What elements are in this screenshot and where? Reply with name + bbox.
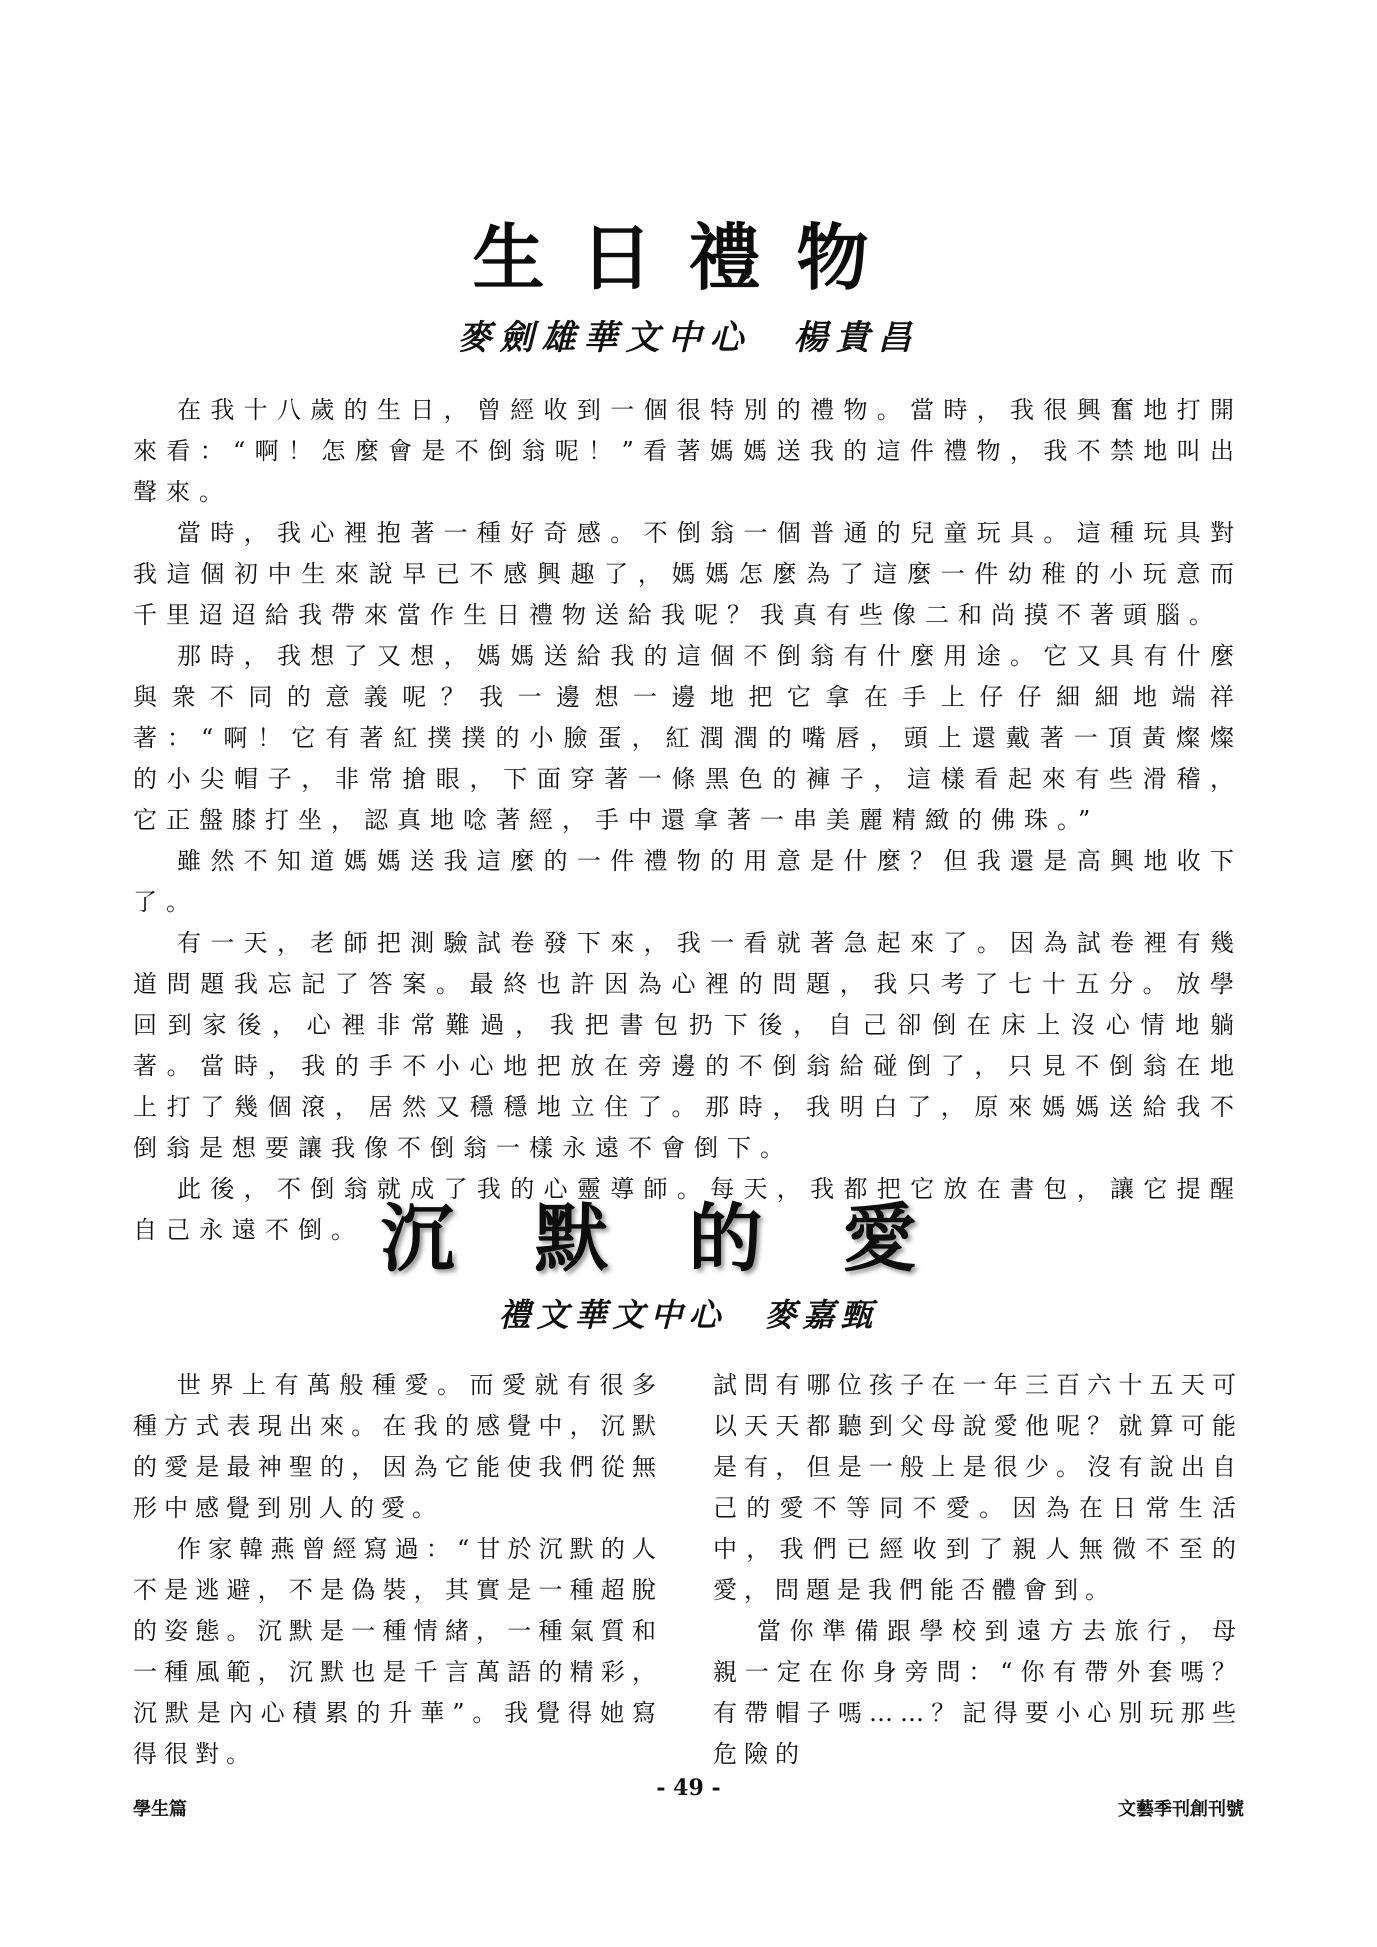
article1-paragraph-1	[133, 390, 1243, 513]
article2-left-paragraph-1	[133, 1365, 663, 1529]
paragraph-text: 有一天，老師把測驗試卷發下來，我一看就著急起來了。因為試卷裡有幾道問題我忘記了答案。最終也許因為心裡的問題，我只考了七十五分。放學回到家後，心裡非常難過，我把書包扔下後，自己卻倒在床上沒心情地躺著。當時，我的手不小心地把放在旁邊的不倒翁給碰倒了，只見不倒翁在地上打了幾個滾，居然又穩穩地立住了。那時，我明白了，原來媽媽送給我不倒翁是想要讓我像不倒翁一樣永遠不會倒下。	[133, 929, 1243, 1162]
footer-section-label: 學生篇	[133, 1799, 187, 1820]
article2-right-paragraph-2	[713, 1611, 1243, 1775]
paragraph-text: 試問有哪位孩子在一年三百六十五天可以天天都聽到父母說愛他呢？就算可能是有，但是一般上是很少。沒有說出自己的愛不等同不愛。因為在日常生活中，我們已經收到了親人無微不至的愛，問題是我們能否體會到。	[713, 1371, 1243, 1604]
paragraph-text: 當時，我心裡抱著一種好奇感。不倒翁一個普通的兒童玩具。這種玩具對我這個初中生來說早已不感興趣了，媽媽怎麼為了這麼一件幼稚的小玩意而千里迢迢給我帶來當作生日禮物送給我呢？我真有些像二和尚摸不著頭腦。	[133, 519, 1243, 629]
paragraph-text: 作家韓燕曾經寫過：“甘於沉默的人不是逃避，不是偽裝，其實是一種超脫的姿態。沉默是一種情緒，一種氣質和一種風範，沉默也是千言萬語的精彩，沉默是內心積累的升華”。我覺得她寫得很對。	[133, 1535, 663, 1768]
paragraph-text: 世界上有萬般種愛。而愛就有很多種方式表現出來。在我的感覺中，沉默的愛是最神聖的，因為它能使我們從無形中感覺到別人的愛。	[133, 1371, 663, 1522]
article1-paragraph-4	[133, 841, 1243, 923]
page-number: - 49 -	[656, 1775, 721, 1801]
article1-paragraph-3	[133, 636, 1243, 841]
paragraph-text: 此後，不倒翁就成了我的心靈導師。每天，我都把它放在書包，讓它提醒自己永遠不倒。	[133, 1175, 1243, 1244]
article1-paragraph-5	[133, 923, 1243, 1169]
article2-title: 沉默的愛	[380, 1196, 997, 1282]
paragraph-text: 當你準備跟學校到遠方去旅行，母親一定在你身旁問：“你有帶外套嗎？有帶帽子嗎……？記得要小心別玩那些危險的	[713, 1617, 1243, 1768]
paragraph-text: 那時，我想了又想，媽媽送給我的這個不倒翁有什麼用途。它又具有什麼與衆不同的意義呢？我一邊想一邊地把它拿在手上仔仔細細地端祥著：“啊！它有著紅撲撲的小臉蛋，紅潤潤的嘴唇，頭上還戴著一頂黃燦燦的小尖帽子，非常搶眼，下面穿著一條黑色的褲子，這樣看起來有些滑稽，它正盤膝打坐，認真地唸著經，手中還拿著一串美麗精緻的佛珠。”	[133, 642, 1243, 834]
article2-left-paragraph-2	[133, 1529, 663, 1775]
footer-publication-name: 文藝季刊創刊號	[1118, 1799, 1244, 1820]
paragraph-text: 雖然不知道媽媽送我這麼的一件禮物的用意是什麼？但我還是高興地收下了。	[133, 847, 1243, 916]
article1-title: 生日禮物	[472, 215, 905, 300]
article1-body	[133, 390, 1243, 1251]
article2-author: 禮文華文中心 麥嘉甄	[498, 1296, 879, 1334]
article2-right-column	[713, 1365, 1243, 1775]
paragraph-text: 在我十八歲的生日，曾經收到一個很特別的禮物。當時，我很興奮地打開來看：“啊！怎麼會是不倒翁呢！”看著媽媽送我的這件禮物，我不禁地叫出聲來。	[133, 396, 1243, 506]
article2-left-column	[133, 1365, 663, 1775]
article2-right-paragraph-1	[713, 1365, 1243, 1611]
article1-author: 麥劍雄華文中心 楊貴昌	[457, 318, 920, 358]
article1-paragraph-2	[133, 513, 1243, 636]
